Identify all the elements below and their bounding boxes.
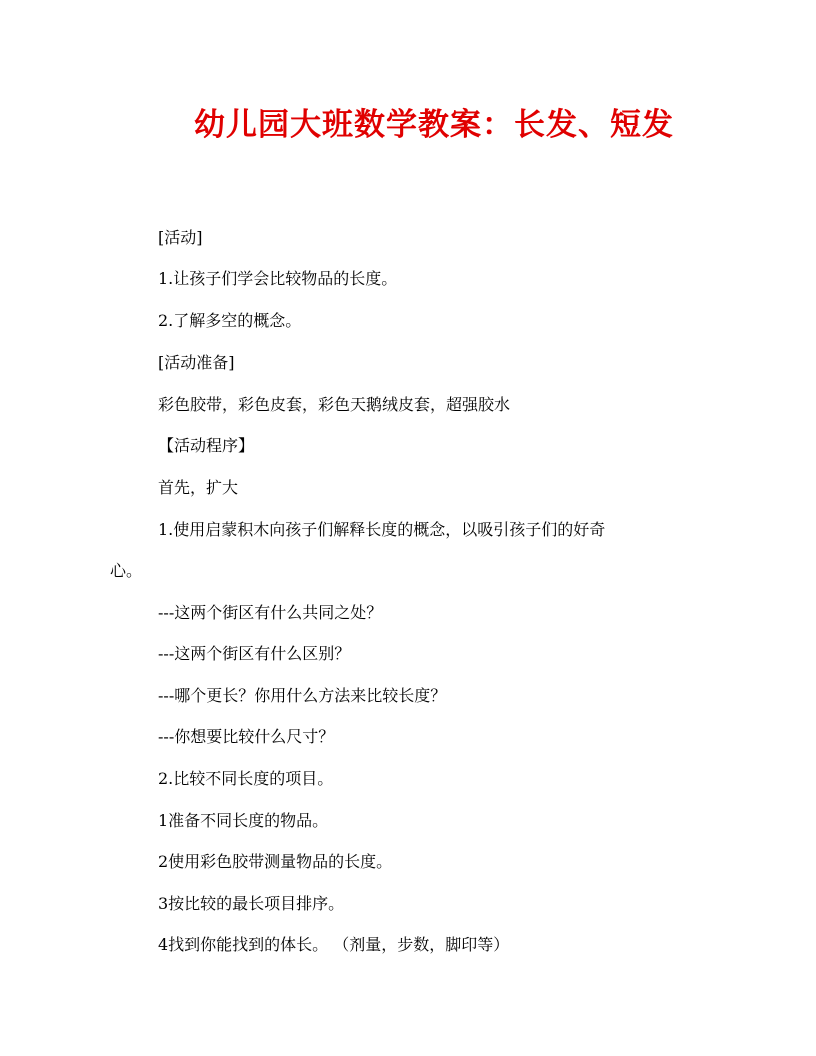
- document-title: 幼儿园大班数学教案：长发、短发: [194, 107, 674, 143]
- paragraph-substep-3: 3按比较的最长项目排序。: [158, 894, 345, 913]
- paragraph-materials: 彩色胶带，彩色皮套，彩色天鹅绒皮套，超强胶水: [158, 395, 511, 414]
- paragraph-substep-4: 4找到你能找到的体长。 （剂量，步数，脚印等）: [158, 935, 510, 954]
- paragraph-procedure-heading: 【活动程序】: [158, 436, 255, 455]
- paragraph-preparation-heading: [活动准备]: [158, 353, 235, 372]
- paragraph-substep-1: 1准备不同长度的物品。: [158, 811, 329, 830]
- paragraph-step-1-continued: 心。: [110, 561, 143, 580]
- paragraph-question-4: ---你想要比较什么尺寸？: [158, 727, 335, 746]
- paragraph-goal-1: 1.让孩子们学会比较物品的长度。: [158, 269, 398, 288]
- paragraph-step-first: 首先，扩大: [158, 478, 239, 497]
- paragraph-goal-2: 2.了解多空的概念。: [158, 311, 302, 330]
- paragraph-substep-2: 2使用彩色胶带测量物品的长度。: [158, 852, 393, 871]
- paragraph-step-1: 1.使用启蒙积木向孩子们解释长度的概念，以吸引孩子们的好奇: [158, 520, 606, 539]
- paragraph-question-2: ---这两个街区有什么区别？: [158, 644, 351, 663]
- paragraph-question-3: ---哪个更长？你用什么方法来比较长度？: [158, 686, 447, 705]
- paragraph-step-2: 2.比较不同长度的项目。: [158, 769, 334, 788]
- paragraph-question-1: ---这两个街区有什么共同之处？: [158, 603, 383, 622]
- paragraph-activity-heading: [活动]: [158, 228, 203, 247]
